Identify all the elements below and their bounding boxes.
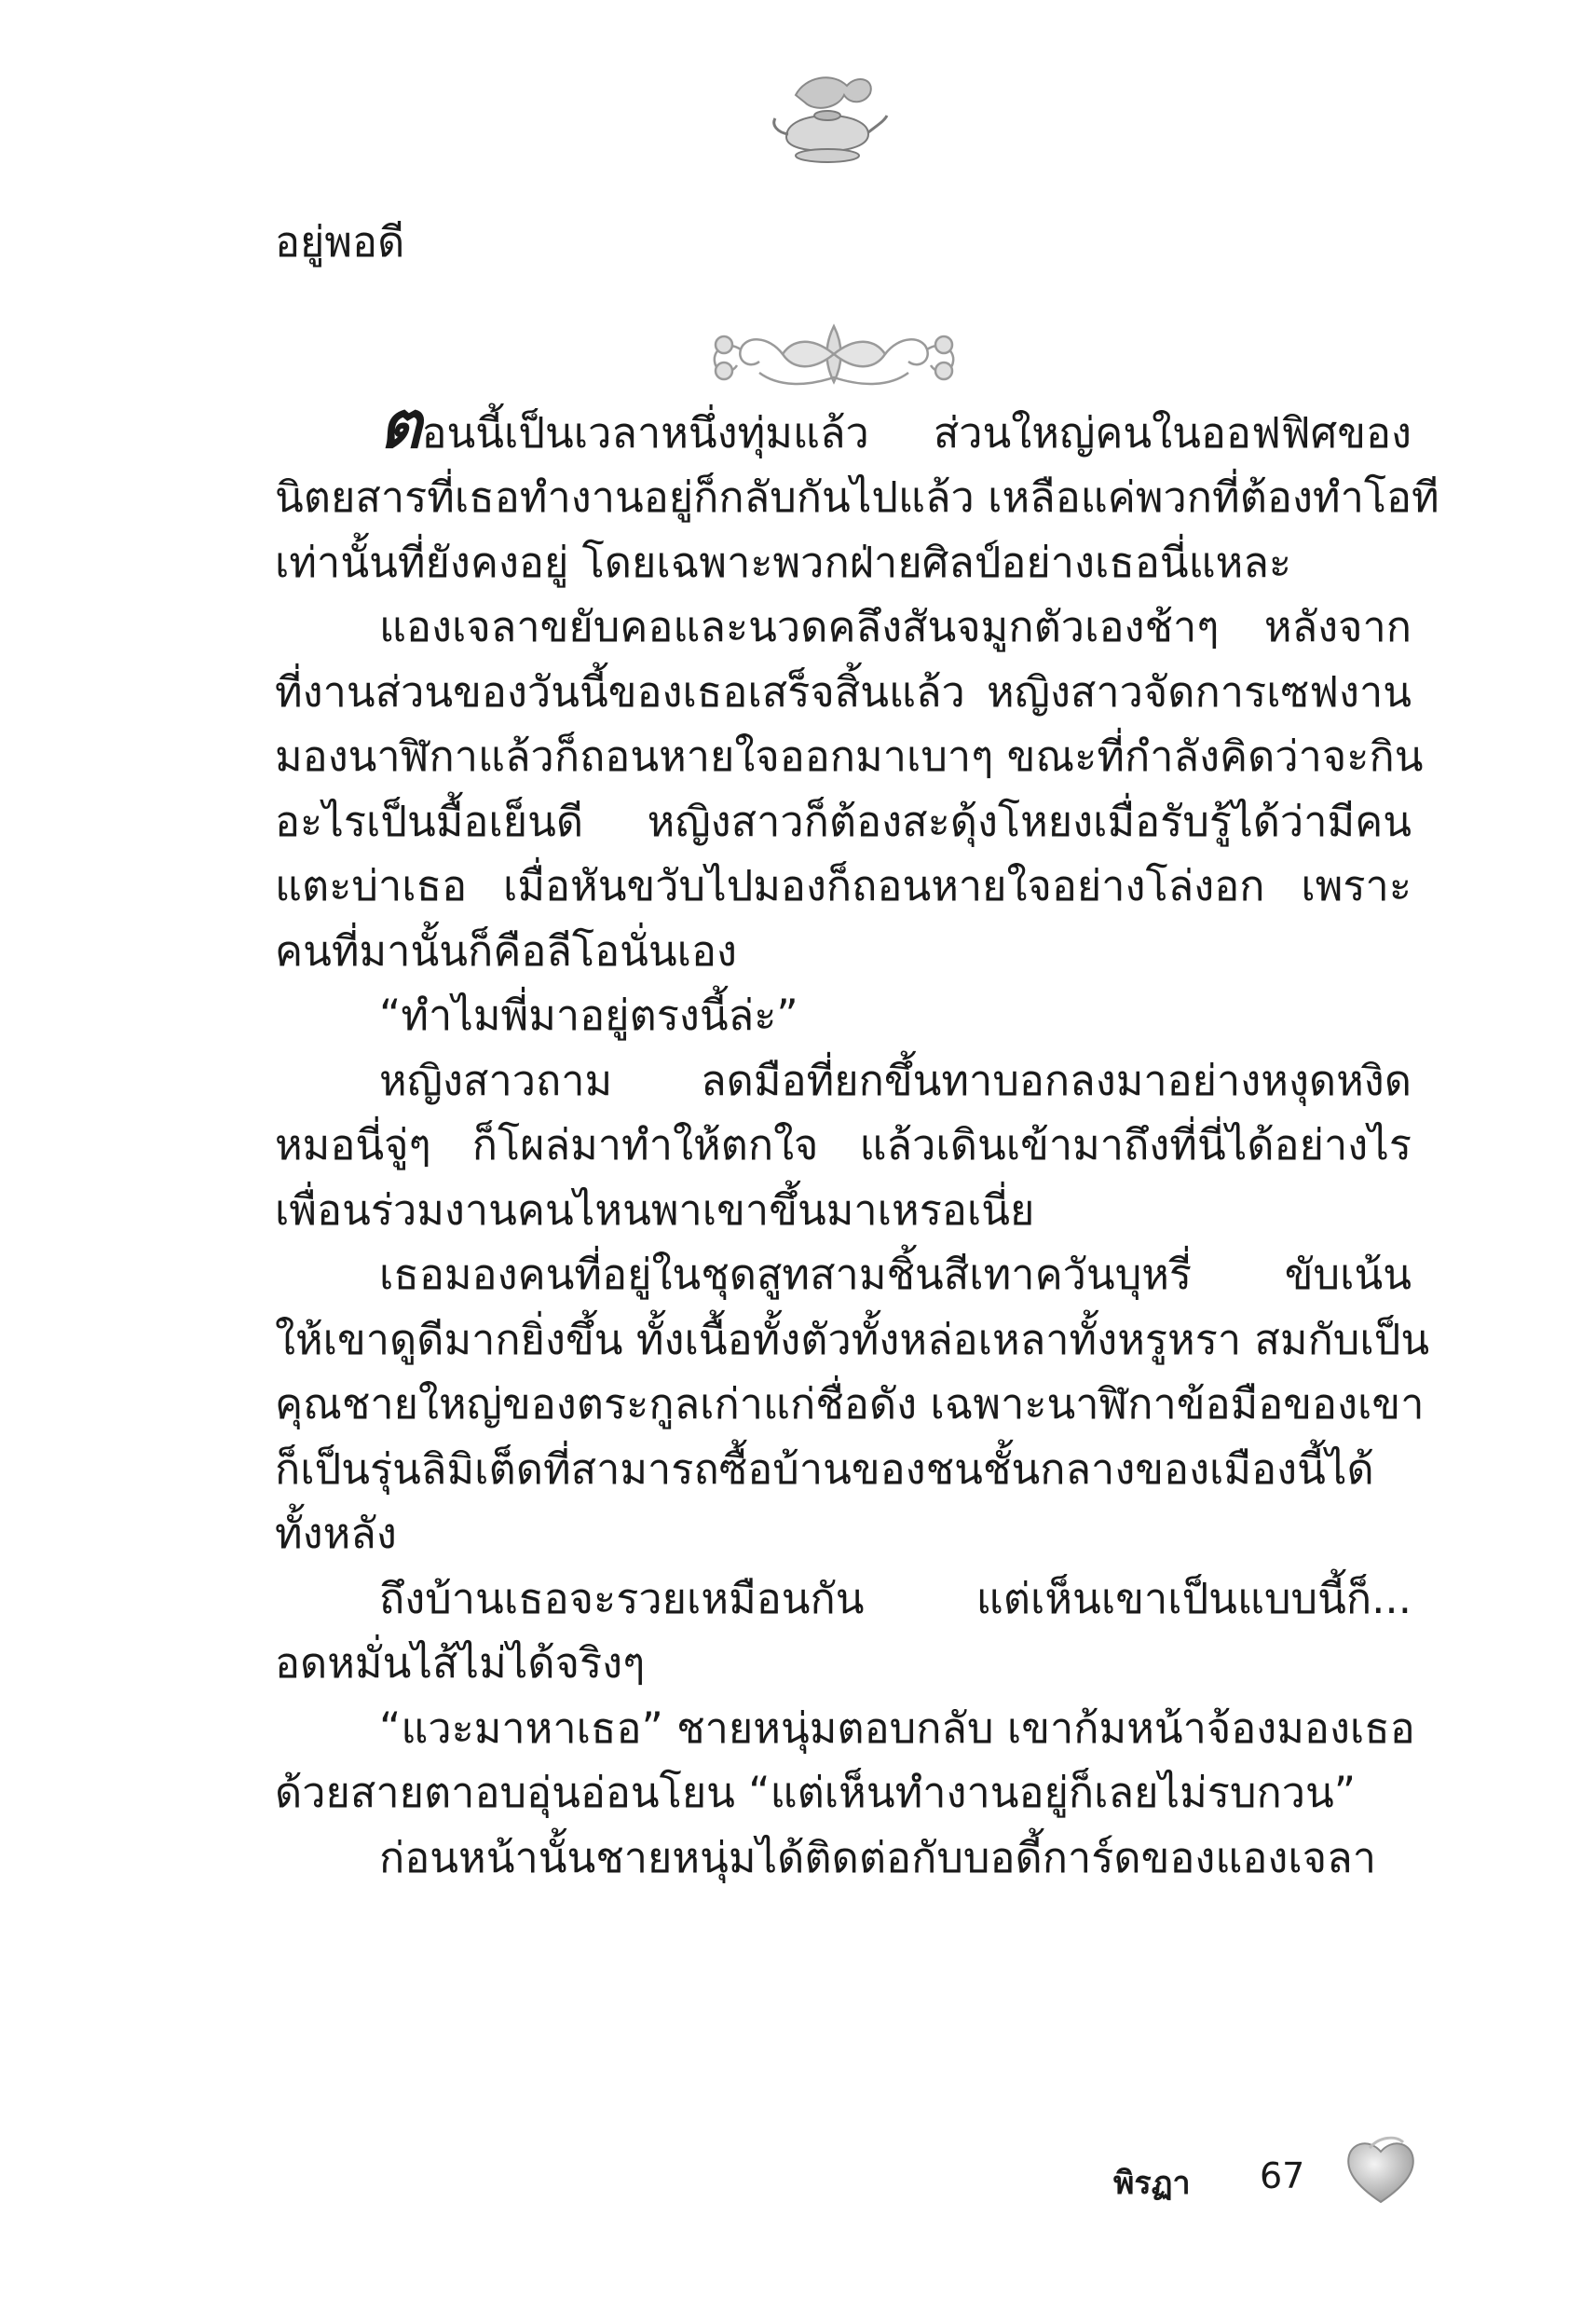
paragraph-line: ถึงบ้านเธอจะรวยเหมือนกัน แต่เห็นเขาเป็นแบบนี้ก็...	[379, 1573, 1412, 1623]
paragraph-line: เพื่อนร่วมงานคนไหนพาเขาขึ้นมาเหรอเนี่ย	[275, 1184, 1035, 1235]
paragraph-line: มองนาฬิกาแล้วก็ถอนหายใจออกมาเบาๆ ขณะที่กำลังคิดว่าจะกิน	[275, 732, 1424, 781]
paragraph-line: คุณชายใหญ่ของตระกูลเก่าแก่ชื่อดัง เฉพาะนาฬิกาข้อมือของเขา	[275, 1379, 1425, 1429]
paragraph-line: อยู่พอดี	[275, 217, 405, 267]
paragraph-line: ที่งานส่วนของวันนี้ของเธอเสร็จสิ้นแล้ว หญิงสาวจัดการเซฟงาน	[275, 666, 1412, 717]
paragraph-first-line	[275, 386, 1412, 466]
paragraph-line: คนที่มานั้นก็คือลีโอนั่นเอง	[275, 925, 738, 976]
heart-ornament-icon	[1342, 2129, 1421, 2208]
paragraph-line: ก่อนหน้านั้นชายหนุ่มได้ติดต่อกับบอดี้การ์ดของแองเจลา	[379, 1832, 1376, 1882]
paragraph-line: หญิงสาวถาม ลดมือที่ยกขึ้นทาบอกลงมาอย่างหงุดหงิด	[379, 1055, 1412, 1105]
body-text	[275, 210, 1439, 1890]
author-name: พิรฏา	[1113, 2165, 1191, 2202]
paragraph-line: นิตยสารที่เธอทำงานอยู่ก็กลับกันไปแล้ว เหลือแค่พวกที่ต้องทำโอที	[275, 472, 1439, 522]
first-line-text: อนนี้เป็นเวลาหนึ่งทุ่มแล้ว ส่วนใหญ่คนในออฟฟิศของ	[421, 407, 1412, 458]
drop-cap: ต	[379, 386, 422, 463]
page-number: 67	[1260, 2155, 1305, 2196]
paragraph-line: “ทำไมพี่มาอยู่ตรงนี้ล่ะ”	[379, 991, 798, 1040]
paragraph-line: ก็เป็นรุ่นลิมิเต็ดที่สามารถซื้อบ้านของชนชั้นกลางของเมืองนี้ได้	[275, 1443, 1374, 1494]
paragraph-line: อดหมั่นไส้ไม่ได้จริงๆ	[275, 1638, 646, 1688]
paragraph-line: เท่านั้นที่ยังคงอยู่ โดยเฉพาะพวกฝ่ายศิลป์อย่างเธอนี่แหละ	[275, 537, 1292, 587]
paragraph-line: อะไรเป็นมื้อเย็นดี หญิงสาวก็ต้องสะดุ้งโหยงเมื่อรับรู้ได้ว่ามีคน	[275, 796, 1412, 846]
paragraph-line: เธอมองคนที่อยู่ในชุดสูทสามชิ้นสีเทาควันบุหรี่ ขับเน้น	[379, 1250, 1412, 1299]
paragraph-line: ให้เขาดูดีมากยิ่งขึ้น ทั้งเนื้อทั้งตัวทั้งหล่อเหลาทั้งหรูหรา สมกับเป็น	[275, 1314, 1430, 1364]
paragraph-line: “แวะมาหาเธอ” ชายหนุ่มตอบกลับ เขาก้มหน้าจ้องมองเธอ	[379, 1702, 1415, 1753]
paragraph-line: แองเจลาขยับคอและนวดคลึงสันจมูกตัวเองช้าๆ หลังจาก	[379, 602, 1412, 651]
paragraph-line: ด้วยสายตาอบอุ่นอ่อนโยน “แต่เห็นทำงานอยู่ก็เลยไม่รบกวน”	[275, 1768, 1357, 1817]
paragraph-line: ทั้งหลัง	[275, 1509, 397, 1558]
paragraph-line: หมอนี่จู่ๆ ก็โผล่มาทำให้ตกใจ แล้วเดินเข้ามาถึงที่นี่ได้อย่างไร	[275, 1120, 1412, 1169]
paragraph-line: แตะบ่าเธอ เมื่อหันขวับไปมองก็ถอนหายใจอย่างโล่งอก เพราะ	[275, 861, 1412, 910]
section-break	[275, 275, 1412, 401]
genie-lamp-icon	[768, 67, 889, 170]
